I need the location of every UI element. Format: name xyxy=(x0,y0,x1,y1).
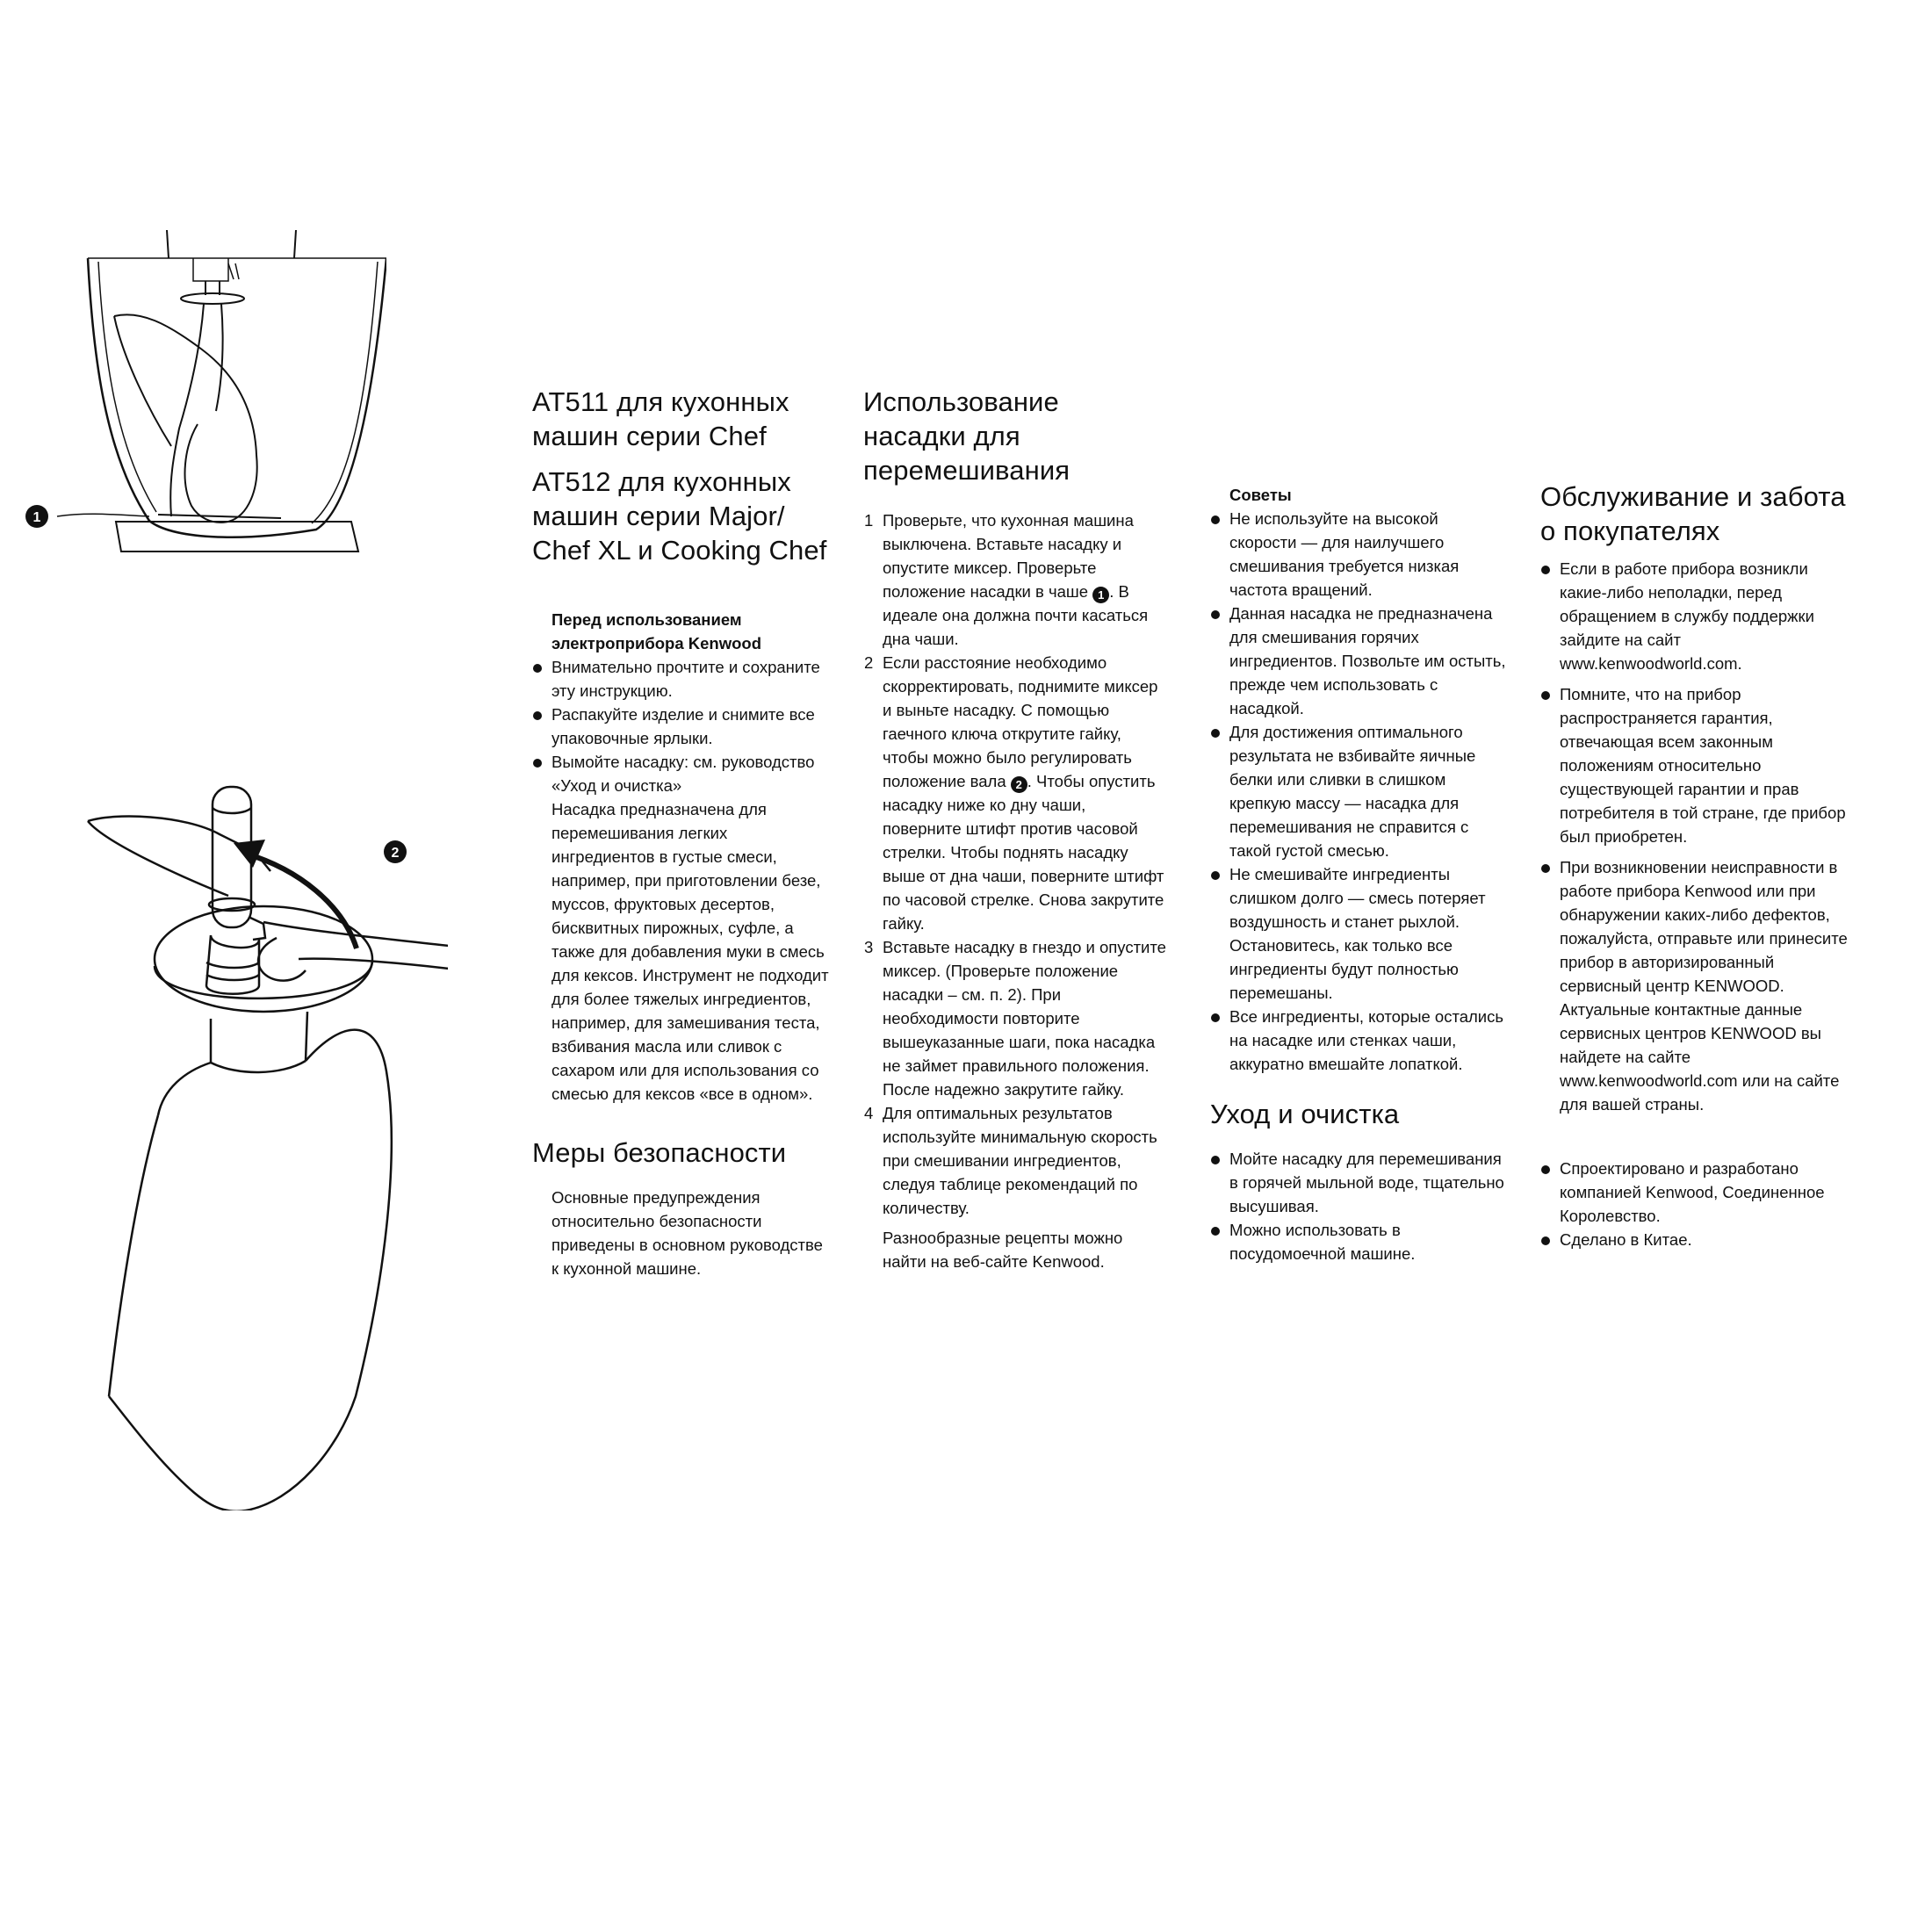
step-text: Если расстояние необходимо скорректировать, поднимите миксер и выньте насадку. С помощью гаечного ключа открутите гайку, чтобы можно было регулировать положение вала xyxy=(883,653,1158,790)
tips-heading: Советы xyxy=(1229,486,1292,504)
step-text: . В идеале она должна почти касаться дна чаши. xyxy=(883,582,1149,648)
list-item: Не используйте на высокой скорости — для наилучшего смешивания требуется низкая частота вращений. xyxy=(1210,507,1509,602)
list-item: Не смешивайте ингредиенты слишком долго — смесь потеряет воздушность и станет рыхлой. Остановитесь, как только все ингредиенты будут полностью перемешаны. xyxy=(1210,862,1509,1005)
list-item: Если в работе прибора возникли какие-либо неполадки, перед обращением в службу поддержки зайдите на сайт www.kenwoodworld.com. xyxy=(1540,557,1848,675)
care-heading: Уход и очистка xyxy=(1210,1099,1400,1129)
column-service xyxy=(1540,479,1848,1251)
list-item: Данная насадка не предназначена для смешивания горячих ингредиентов. Позвольте им остыть, прежде чем использовать с насадкой. xyxy=(1210,602,1509,720)
tips-list xyxy=(1210,507,1509,1076)
step-item xyxy=(863,1101,1166,1220)
bowl-illustration xyxy=(18,227,386,569)
list-item: Распакуйте изделие и снимите все упаковочные ярлыки. xyxy=(532,703,831,750)
step-text: . Чтобы опустить насадку ниже ко дну чаши, поверните штифт против часовой стрелки. Чтобы поднять насадку выше от дна чаши, поверните штифт по часовой стрелке. Снова закрутите гайку. xyxy=(883,772,1164,933)
column-usage xyxy=(863,385,1166,1273)
safety-paragraph: Основные предупреждения относительно безопасности приведены в основном руководстве к кухонной машине. xyxy=(551,1188,823,1278)
step-text: Для оптимальных результатов используйте минимальную скорость при смешивании ингредиентов, следуя таблице рекомендаций по количеству. xyxy=(883,1104,1157,1217)
origin-list xyxy=(1540,1157,1848,1251)
list-item: Помните, что на прибор распространяется гарантия, отвечающая всем законным положениям относительно существующей гарантии и прав потребителя в той стране, где прибор был приобретен. xyxy=(1540,682,1848,848)
usage-heading: Использование насадки для перемешивания xyxy=(863,386,1071,486)
safety-heading: Меры безопасности xyxy=(532,1137,787,1168)
step-item xyxy=(863,935,1166,1101)
list-item: При возникновении неисправности в работе прибора Kenwood или при обнаружении каких-либо дефектов, пожалуйста, отправьте или принесите прибор в авторизированный сервисный центр KENWOOD. Актуальные контактные данные сервисных центров KENWOOD вы найдете на сайте www.kenwoodworld.com или на сайте для вашей страны. xyxy=(1540,855,1848,1116)
before-use-list xyxy=(532,655,831,797)
title-at512: AT512 для кухонных машин серии Major/ Chef XL и Cooking Chef xyxy=(532,466,827,566)
step-item xyxy=(863,508,1166,651)
callout-1-label: 1 xyxy=(32,510,41,525)
column-tips xyxy=(1210,483,1509,1265)
usage-steps xyxy=(863,508,1166,1220)
step-number: 2 xyxy=(864,653,874,672)
list-item: Для достижения оптимального результата не взбивайте яичные белки или сливки в слишком крепкую массу — насадка для перемешивания не справится с такой густой смесью. xyxy=(1210,720,1509,862)
list-item: Вымойте насадку: см. руководство «Уход и очистка» xyxy=(532,750,831,797)
list-item: Мойте насадку для перемешивания в горячей мыльной воде, тщательно высушивая. xyxy=(1210,1147,1509,1218)
step-number: 1 xyxy=(864,511,874,530)
list-item: Все ингредиенты, которые остались на насадке или стенках чаши, аккуратно вмешайте лопаткой. xyxy=(1210,1005,1509,1076)
before-use-heading: Перед использованием электроприбора Kenwood xyxy=(551,610,762,652)
list-item: Внимательно прочтите и сохраните эту инструкцию. xyxy=(532,655,831,703)
service-heading: Обслуживание и забота о покупателях xyxy=(1540,481,1846,546)
list-item: Можно использовать в посудомоечной машине. xyxy=(1210,1218,1509,1265)
step-item xyxy=(863,651,1166,935)
shaft-adjustment-illustration xyxy=(79,782,448,1510)
list-item: Сделано в Китае. xyxy=(1540,1228,1848,1251)
column-intro xyxy=(532,385,831,1280)
purpose-paragraph: Насадка предназначена для перемешивания легких ингредиентов в густые смеси, например, при приготовлении безе, муссов, фруктовых десертов, бисквитных пирожных, суфле, а также для добавления муки в смесь для кексов. Инструмент не подходит для более тяжелых ингредиентов, например, для замешивания теста, взбивания масла или сливок с сахаром или для использования со смесью для кексов «все в одном». xyxy=(551,800,829,1103)
title-at511: AT511 для кухонных машин серии Chef xyxy=(532,386,789,451)
list-item: Спроектировано и разработано компанией Kenwood, Соединенное Королевство. xyxy=(1540,1157,1848,1228)
callout-1-badge: 1 xyxy=(1092,587,1109,603)
step-text: Вставьте насадку в гнездо и опустите миксер. (Проверьте положение насадки – см. п. 2). При необходимости повторите вышеуказанные шаги, пока насадка не займет правильного положения. После надежно закрутите гайку. xyxy=(883,938,1166,1099)
callout-2-badge: 2 xyxy=(1011,776,1027,793)
care-list xyxy=(1210,1147,1509,1265)
recipes-paragraph: Разнообразные рецепты можно найти на веб-сайте Kenwood. xyxy=(883,1229,1123,1271)
step-number: 4 xyxy=(864,1104,874,1122)
step-text: Проверьте, что кухонная машина выключена. Вставьте насадку и опустите миксер. Проверьте положение насадки в чаше xyxy=(883,511,1134,601)
step-number: 3 xyxy=(864,938,874,956)
callout-2-label: 2 xyxy=(391,846,400,861)
service-list xyxy=(1540,557,1848,1116)
